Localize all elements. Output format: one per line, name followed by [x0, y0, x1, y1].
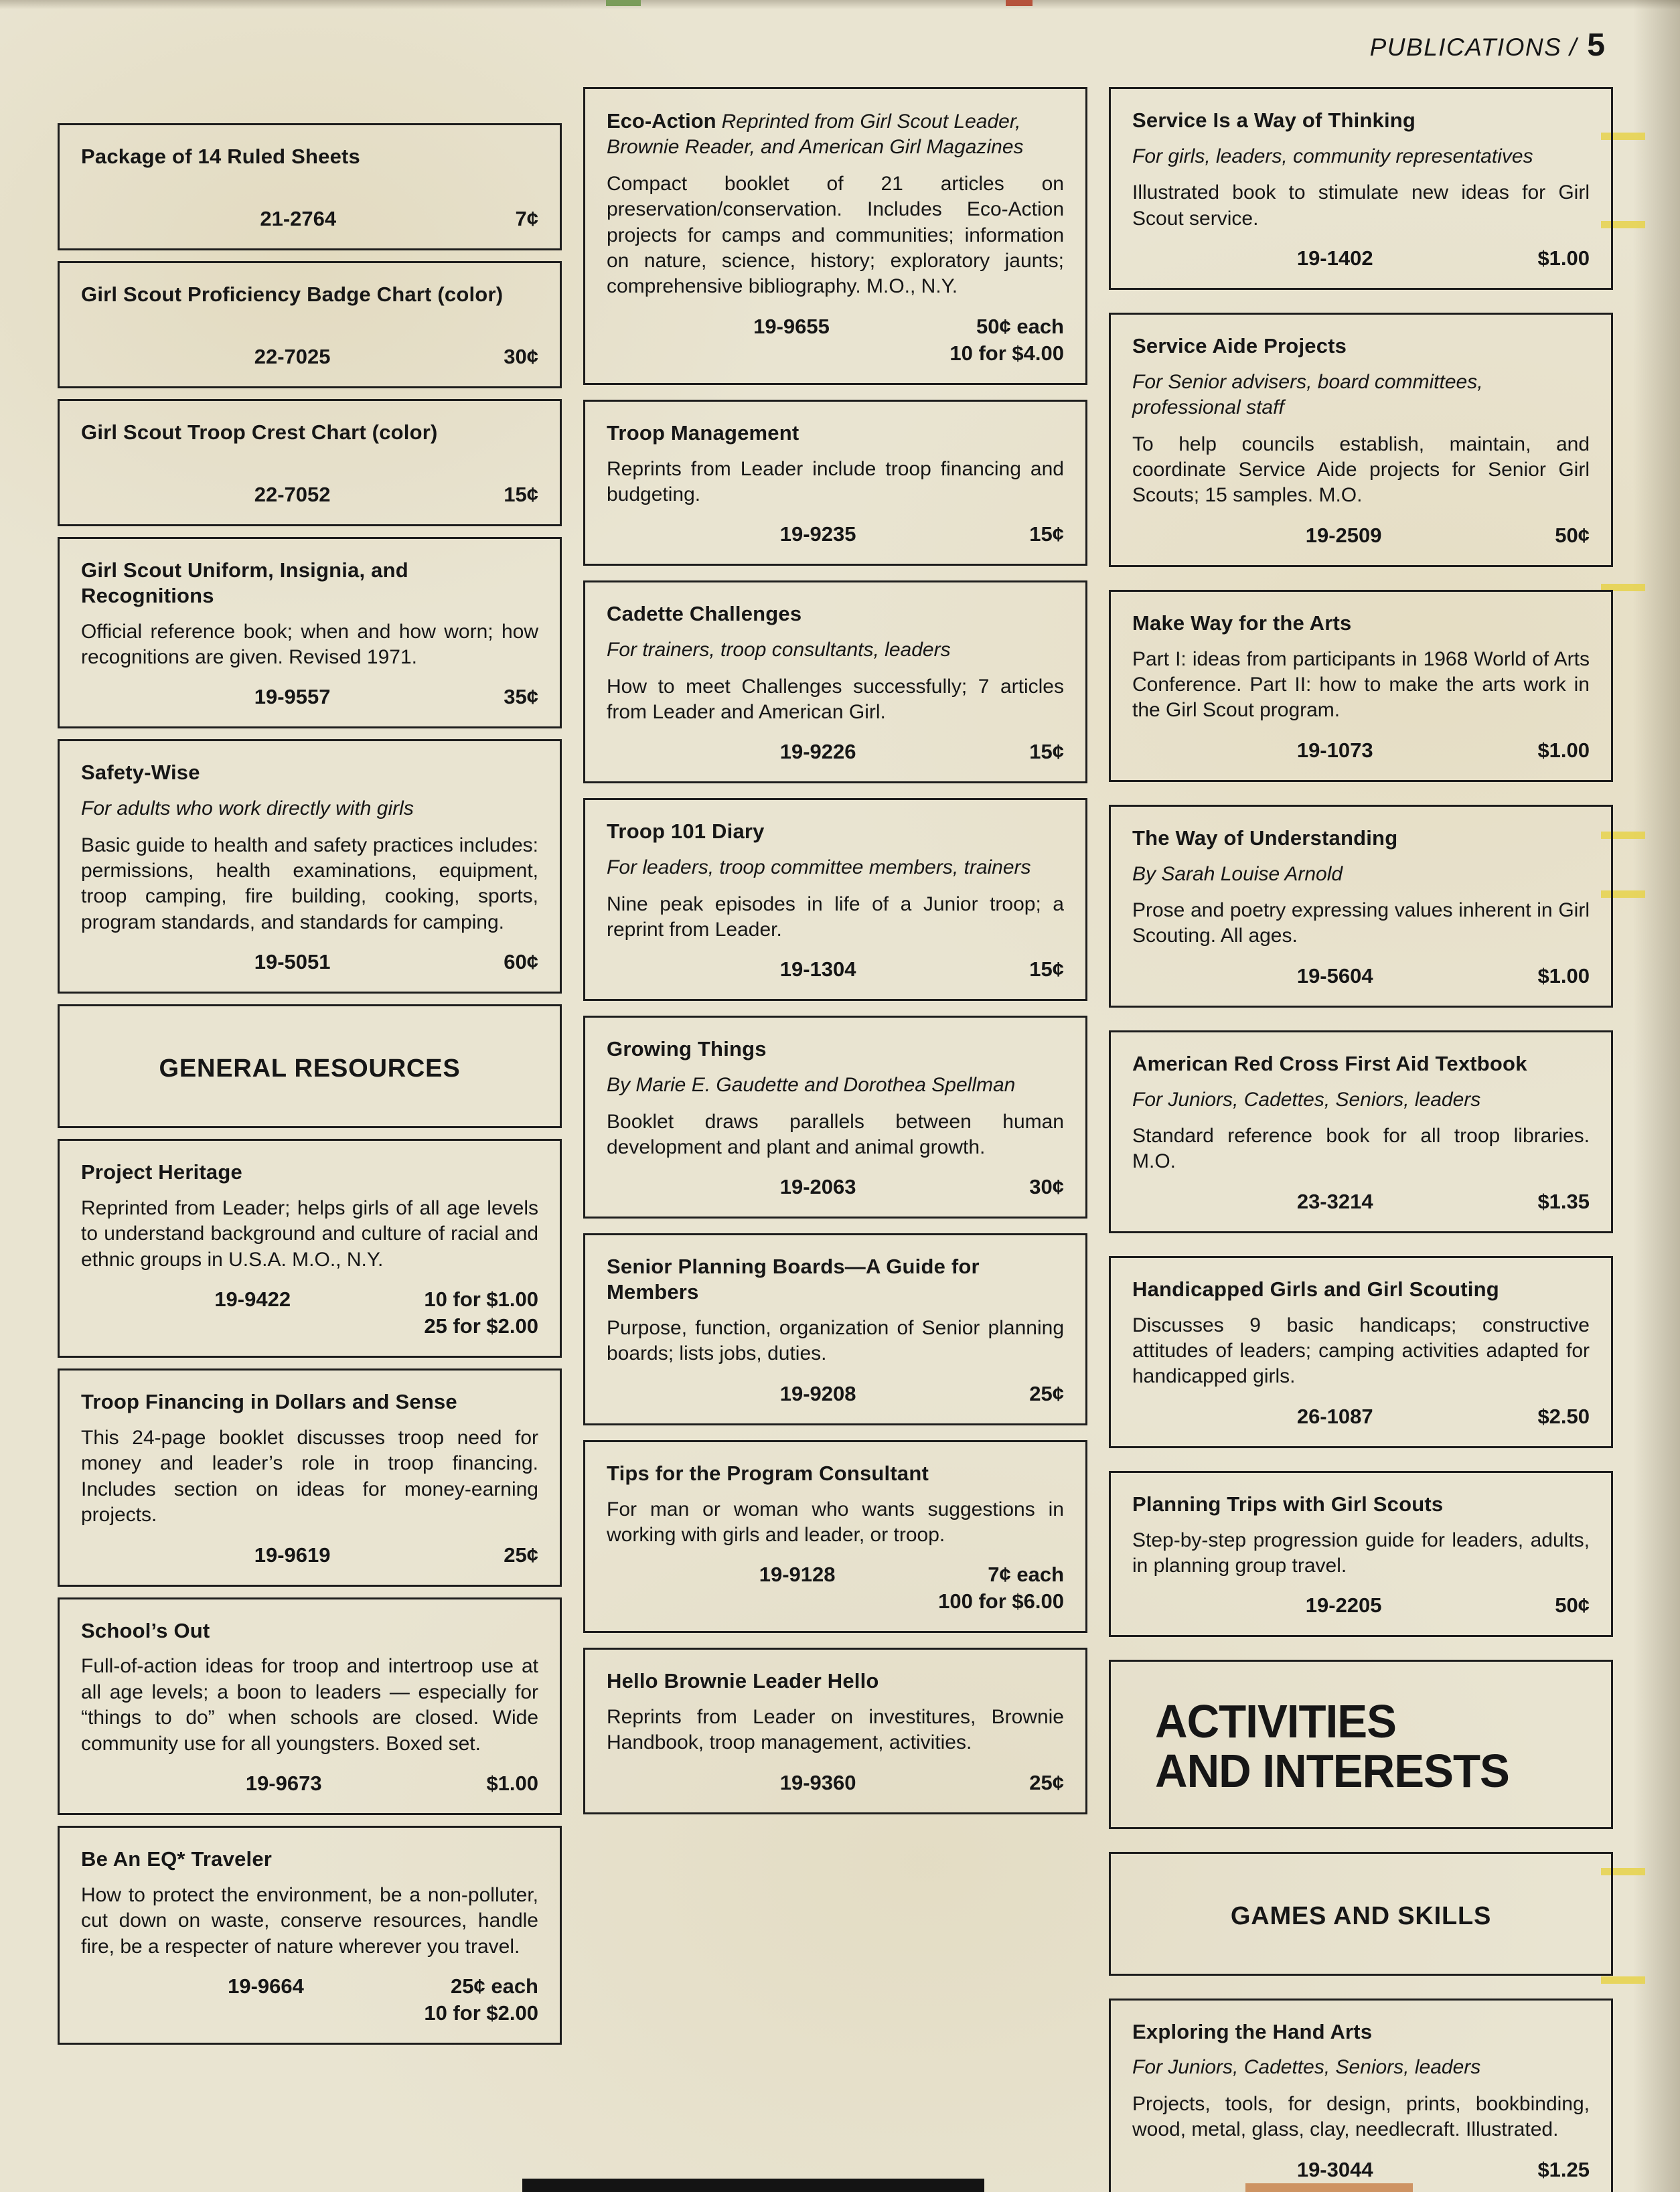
entry-description: How to meet Challenges successfully; 7 articles from Leader and American Girl. — [607, 675, 1064, 723]
entry-subtitle: For girls, leaders, community representatives — [1132, 145, 1533, 167]
price-row — [81, 685, 538, 709]
entry-title: Cadette Challenges — [607, 602, 802, 626]
catalog-entry — [583, 798, 1087, 1001]
price-secondary: 100 for $6.00 — [938, 1589, 1064, 1614]
entry-title: Hello Brownie Leader Hello — [607, 1669, 879, 1693]
price: 7¢ — [515, 207, 539, 230]
entry-description: Basic guide to health and safety practices includes: permissions, health examinations, equipment, troop camping, fire building, cooking, sports, program standards, and standards for camping. — [81, 834, 538, 933]
price-row — [1132, 1190, 1590, 1214]
entry-title: Girl Scout Troop Crest Chart (color) — [81, 420, 438, 444]
entry-subtitle: For Juniors, Cadettes, Seniors, leaders — [1132, 1088, 1481, 1111]
price-row — [607, 957, 1064, 982]
catalog-entry — [583, 1440, 1087, 1634]
catalog-entry — [58, 1597, 562, 1815]
entry-title: Project Heritage — [81, 1160, 242, 1184]
entry-subtitle: For adults who work directly with girls — [81, 797, 414, 820]
price: 50¢ — [1555, 523, 1590, 547]
catalog-entry — [58, 123, 562, 250]
display-heading-line: ACTIVITIES — [1155, 1695, 1397, 1748]
entry-description: Nine peak episodes in life of a Junior troop; a reprint from Leader. — [607, 892, 1064, 941]
entry-description: This 24-page booklet discusses troop need for money and leader’s role in troop financing. Includes section on ideas for money-earning projects. — [81, 1426, 538, 1526]
catalog-number: 19-2509 — [1305, 523, 1382, 547]
price-row — [1132, 524, 1590, 548]
entry-title: Service Is a Way of Thinking — [1132, 108, 1416, 132]
price: $1.35 — [1537, 1189, 1590, 1213]
catalog-entry — [58, 399, 562, 526]
catalog-entry — [1109, 1999, 1613, 2192]
scan-mark-green — [606, 0, 641, 6]
entry-title: School’s Out — [81, 1618, 210, 1642]
entry-heading — [607, 108, 1064, 161]
scan-edge-shadow-right — [1633, 0, 1680, 2192]
price-row — [607, 1771, 1064, 1795]
catalog-number: 19-9128 — [759, 1563, 836, 1587]
price-secondary: 25 for $2.00 — [424, 1314, 538, 1338]
entry-title: Be An EQ* Traveler — [81, 1847, 273, 1871]
catalog-entry — [583, 87, 1087, 385]
catalog-columns — [58, 87, 1613, 2192]
entry-title: Safety-Wise — [81, 761, 200, 785]
entry-subtitle: For leaders, troop committee members, trainers — [607, 856, 1031, 879]
entry-title: Troop Management — [607, 420, 799, 445]
display-heading-line: AND INTERESTS — [1155, 1745, 1509, 1798]
price-row — [1132, 2158, 1590, 2182]
entry-title: Troop 101 Diary — [607, 819, 765, 844]
catalog-number: 19-2063 — [779, 1175, 856, 1199]
entry-description: Official reference book; when and how worn; how recognitions are given. Revised 1971. — [81, 620, 538, 669]
entry-description: Full-of-action ideas for troop and intertroop use at all age levels; a boon to leaders — especially for “things to do” when schools are closed. Wide community use for all youngsters. Boxed set. — [81, 1655, 538, 1755]
price: 35¢ — [504, 685, 539, 709]
entry-title: Package of 14 Ruled Sheets — [81, 145, 360, 168]
price-row — [1132, 964, 1590, 988]
price: $1.00 — [1537, 963, 1590, 988]
price-row — [81, 1543, 538, 1567]
catalog-number: 19-9557 — [254, 685, 331, 709]
entry-title: Growing Things — [607, 1037, 767, 1061]
entry-subtitle: By Sarah Louise Arnold — [1132, 862, 1343, 885]
entry-title: Planning Trips with Girl Scouts — [1132, 1492, 1444, 1516]
price: 15¢ — [504, 483, 539, 506]
catalog-entry — [58, 261, 562, 388]
price: $1.00 — [1537, 246, 1590, 270]
price-row — [607, 740, 1064, 764]
entry-subtitle: For Senior advisers, board committees, professional staff — [1132, 370, 1483, 419]
catalog-entry — [1109, 313, 1613, 567]
catalog-number: 19-1402 — [1296, 246, 1373, 270]
entry-description: How to protect the environment, be a non-polluter, cut down on waste, conserve resources, handle fire, be a respecter of nature wherever you travel. — [81, 1883, 538, 1958]
price-row — [1132, 1405, 1590, 1429]
catalog-entry — [58, 1139, 562, 1358]
price: 15¢ — [1029, 957, 1065, 982]
catalog-number: 19-9235 — [779, 522, 856, 546]
catalog-entry — [1109, 87, 1613, 290]
price-row — [607, 1382, 1064, 1406]
price-row — [1132, 246, 1590, 270]
entry-description: Prose and poetry expressing values inherent in Girl Scouting. All ages. — [1132, 898, 1590, 947]
catalog-number: 19-5604 — [1296, 963, 1373, 988]
catalog-number: 22-7025 — [254, 345, 331, 368]
page-number: 5 — [1587, 27, 1605, 63]
entry-description: Standard reference book for all troop libraries. M.O. — [1132, 1124, 1590, 1173]
price: 25¢ — [1029, 1381, 1065, 1405]
catalog-entry — [583, 580, 1087, 783]
entry-title: Girl Scout Proficiency Badge Chart (color) — [81, 283, 504, 306]
catalog-number: 21-2764 — [260, 207, 337, 230]
catalog-number: 19-2205 — [1305, 1593, 1382, 1618]
entry-description: Projects, tools, for design, prints, bookbinding, wood, metal, glass, clay, needlecraft. Illustrated. — [1132, 2092, 1590, 2141]
catalog-number: 19-9360 — [779, 1770, 856, 1794]
price-row — [81, 1974, 538, 1999]
price: 30¢ — [504, 345, 539, 368]
catalog-entry — [1109, 1030, 1613, 1233]
price: 10 for $1.00 — [424, 1287, 539, 1312]
catalog-number: 19-9664 — [228, 1974, 304, 1998]
catalog-number: 19-9673 — [245, 1771, 322, 1795]
price: 60¢ — [504, 950, 539, 974]
catalog-number: 19-5051 — [254, 950, 331, 974]
catalog-number: 19-3044 — [1296, 2157, 1373, 2181]
entry-description: Illustrated book to stimulate new ideas for Girl Scout service. — [1132, 181, 1590, 230]
price-row — [607, 1175, 1064, 1199]
catalog-number: 19-9655 — [753, 314, 830, 338]
entry-subtitle: By Marie E. Gaudette and Dorothea Spellman — [607, 1074, 1016, 1097]
entry-description: Part I: ideas from participants in 1968 World of Arts Conference. Part II: how to make the arts work in the Girl Scout program. — [1132, 647, 1590, 722]
catalog-entry — [1109, 590, 1613, 782]
catalog-number: 26-1087 — [1296, 1404, 1373, 1428]
price: $1.25 — [1537, 2157, 1590, 2181]
section-heading-box — [58, 1004, 562, 1128]
price-row — [81, 1287, 538, 1312]
entry-title: Tips for the Program Consultant — [607, 1461, 929, 1485]
price: 15¢ — [1029, 740, 1065, 764]
price: $1.00 — [1537, 738, 1590, 762]
section-heading-text: GAMES AND SKILLS — [1230, 1901, 1492, 1930]
entry-title: Senior Planning Boards—A Guide for Members — [607, 1255, 980, 1304]
scan-edge-shadow-top — [0, 0, 1680, 9]
entry-title: The Way of Understanding — [1132, 826, 1398, 850]
price-row — [607, 315, 1064, 339]
price-row — [81, 483, 538, 507]
catalog-entry — [583, 1016, 1087, 1219]
catalog-number: 22-7052 — [254, 483, 331, 506]
display-heading-box — [1109, 1660, 1613, 1828]
entry-description: Discusses 9 basic handicaps; constructive attitudes of leaders; camping activities adapted for handicapped girls. — [1132, 1314, 1590, 1388]
entry-description: Reprints from Leader include troop financing and budgeting. — [607, 457, 1064, 505]
entry-title: Eco-Action — [607, 109, 716, 133]
catalog-number: 19-1304 — [779, 957, 856, 982]
entry-description: Step-by-step progression guide for leaders, adults, in planning group travel. — [1132, 1529, 1590, 1577]
price-row — [81, 950, 538, 974]
catalog-entry — [58, 1368, 562, 1586]
price: 25¢ each — [451, 1974, 538, 1998]
catalog-number: 23-3214 — [1296, 1189, 1373, 1213]
price: 7¢ each — [988, 1563, 1065, 1587]
entry-description: Reprinted from Leader; helps girls of all age levels to understand background and culture of racial and ethnic groups in U.S.A. M.O., N.Y. — [81, 1196, 538, 1271]
catalog-number: 19-1073 — [1296, 738, 1373, 762]
entry-description: Booklet draws parallels between human development and plant and animal growth. — [607, 1110, 1064, 1158]
catalog-entry — [583, 400, 1087, 566]
entry-title: Troop Financing in Dollars and Sense — [81, 1390, 457, 1414]
catalog-entry — [1109, 1256, 1613, 1448]
entry-description: Reprints from Leader on investitures, Brownie Handbook, troop management, activities. — [607, 1706, 1064, 1754]
page-header — [1370, 27, 1605, 64]
catalog-entry — [583, 1648, 1087, 1814]
catalog-number: 19-9226 — [779, 740, 856, 764]
catalog-number: 19-9208 — [779, 1381, 856, 1405]
price-row — [81, 207, 538, 231]
section-heading-text: GENERAL RESOURCES — [159, 1054, 461, 1083]
price: $1.00 — [486, 1771, 539, 1795]
scan-mark-red — [1006, 0, 1033, 6]
page-header-label: PUBLICATIONS / — [1369, 33, 1578, 61]
catalog-number: 19-9422 — [214, 1287, 291, 1312]
column-right — [1109, 87, 1613, 2192]
price: 30¢ — [1029, 1175, 1065, 1199]
entry-subtitle: Reprinted from Girl Scout Leader, Brownie Reader, and American Girl Magazines — [607, 110, 1024, 159]
column-left — [58, 87, 562, 2045]
catalog-entry — [58, 537, 562, 728]
price-row — [607, 1563, 1064, 1587]
entry-subtitle: For Juniors, Cadettes, Seniors, leaders — [1132, 2056, 1481, 2079]
catalog-entry — [1109, 805, 1613, 1008]
price: 25¢ — [1029, 1770, 1065, 1794]
price: 50¢ each — [976, 314, 1064, 338]
entry-description: Purpose, function, organization of Senior planning boards; lists jobs, duties. — [607, 1316, 1064, 1365]
entry-subtitle: For trainers, troop consultants, leaders — [607, 639, 951, 661]
price-row — [81, 1772, 538, 1796]
price-row — [1132, 738, 1590, 763]
catalog-entry — [583, 1233, 1087, 1425]
entry-description: To help councils establish, maintain, and coordinate Service Aide projects for Senior Girl Scouts; 15 samples. M.O. — [1132, 433, 1590, 507]
entry-title: Girl Scout Uniform, Insignia, and Recognitions — [81, 558, 408, 607]
entry-title: Handicapped Girls and Girl Scouting — [1132, 1277, 1499, 1301]
price-row — [81, 345, 538, 369]
entry-description: For man or woman who wants suggestions in working with girls and leader, or troop. — [607, 1498, 1064, 1546]
entry-title: Make Way for the Arts — [1132, 611, 1352, 635]
price: 15¢ — [1029, 522, 1065, 546]
catalog-entry — [58, 739, 562, 994]
column-middle — [583, 87, 1087, 1814]
entry-title: Exploring the Hand Arts — [1132, 2019, 1373, 2043]
catalog-entry — [58, 1826, 562, 2045]
entry-title: Service Aide Projects — [1132, 333, 1347, 358]
entry-title: American Red Cross First Aid Textbook — [1132, 1051, 1527, 1075]
catalog-number: 19-9619 — [254, 1543, 331, 1567]
price: 25¢ — [504, 1543, 539, 1567]
price-row — [1132, 1593, 1590, 1618]
section-heading-box — [1109, 1852, 1613, 1976]
catalog-entry — [1109, 1471, 1613, 1638]
price-row — [607, 522, 1064, 546]
entry-description: Compact booklet of 21 articles on preservation/conservation. Includes Eco-Action projects for camps and communities; information on nature, science, history; exploratory jaunts; comprehensive bibliography. M.O., N.Y. — [607, 172, 1064, 298]
price-secondary: 10 for $4.00 — [949, 341, 1064, 365]
price-secondary: 10 for $2.00 — [424, 2001, 538, 2025]
price: 50¢ — [1555, 1593, 1590, 1618]
price: $2.50 — [1537, 1404, 1590, 1428]
